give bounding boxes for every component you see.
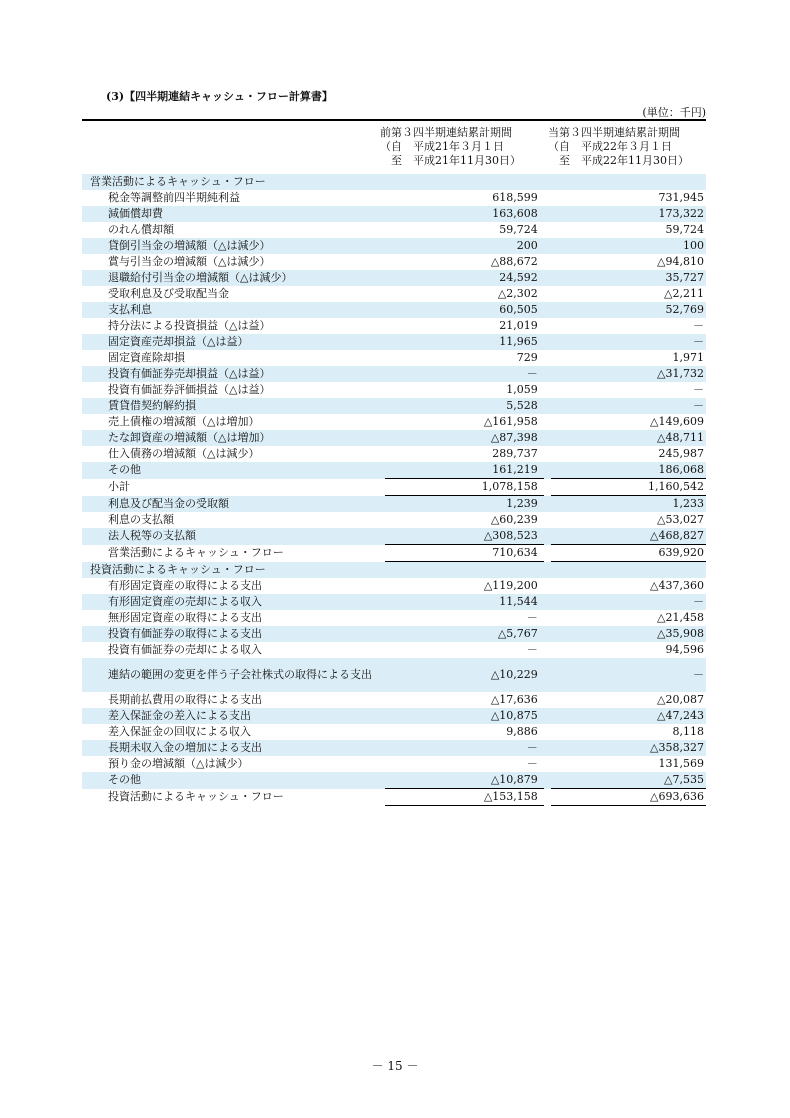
table-row xyxy=(82,578,706,594)
column-header-current-line3: 至 平成22年11月30日） xyxy=(548,154,689,167)
prior-period-value: △87,398 xyxy=(385,430,544,446)
prior-period-value: △153,158 xyxy=(385,789,544,806)
current-period-value: － xyxy=(693,319,704,332)
table-row xyxy=(82,206,706,222)
column-gap xyxy=(544,446,551,462)
table-row xyxy=(82,496,706,513)
row-label: 差入保証金の差入による支出 xyxy=(82,708,385,724)
current-period-value xyxy=(551,174,706,190)
row-label: その他 xyxy=(82,462,385,479)
prior-period-value: 60,505 xyxy=(385,302,544,318)
row-label: 長期前払費用の取得による支出 xyxy=(108,693,262,706)
prior-period-value: － xyxy=(526,611,538,624)
table-row xyxy=(82,724,706,740)
row-label: 投資有価証券の売却による収入 xyxy=(108,643,262,656)
current-period-value: 245,987 xyxy=(658,447,704,460)
column-gap xyxy=(544,528,551,545)
column-gap xyxy=(544,174,551,190)
table-row xyxy=(82,756,706,772)
column-header-prior-line1: 前第３四半期連結累計期間 xyxy=(380,126,512,139)
prior-period-value: △10,879 xyxy=(385,772,544,789)
cash-flow-table xyxy=(82,174,706,806)
row-label: 有形固定資産の取得による支出 xyxy=(108,579,262,592)
current-period-value: △2,211 xyxy=(664,287,704,300)
column-gap xyxy=(544,462,551,479)
column-gap xyxy=(544,302,551,318)
column-header-prior-period xyxy=(380,126,540,168)
column-gap xyxy=(544,270,551,286)
row-label: 法人税等の支払額 xyxy=(82,528,385,545)
column-gap xyxy=(544,190,551,206)
prior-period-value: △5,767 xyxy=(385,626,544,642)
current-period-value: △21,458 xyxy=(657,611,704,624)
current-period-value: △437,360 xyxy=(650,579,704,592)
prior-period-value: － xyxy=(385,740,544,756)
row-label: 投資有価証券売却損益（△は益） xyxy=(82,366,385,382)
row-label: 固定資産売却損益（△は益） xyxy=(82,334,385,350)
prior-period-value: △10,875 xyxy=(385,708,544,724)
current-period-value: 35,727 xyxy=(551,270,706,286)
current-period-value: 94,596 xyxy=(665,643,704,656)
current-period-value: △47,243 xyxy=(551,708,706,724)
table-row xyxy=(82,318,706,334)
prior-period-value: 618,599 xyxy=(492,191,538,204)
prior-period-value: △2,302 xyxy=(497,287,538,300)
row-label: 固定資産除却損 xyxy=(108,351,185,364)
row-label: 長期未収入金の増加による支出 xyxy=(82,740,385,756)
column-gap xyxy=(544,222,551,238)
column-gap xyxy=(544,414,551,430)
column-gap xyxy=(544,382,551,398)
current-period-value: △358,327 xyxy=(551,740,706,756)
row-label: 賃貸借契約解約損 xyxy=(82,398,385,414)
prior-period-value: △60,239 xyxy=(490,513,538,526)
table-row xyxy=(82,254,706,270)
column-gap xyxy=(544,479,551,496)
row-label: 仕入債務の増減額（△は減少） xyxy=(108,447,260,460)
column-gap xyxy=(544,238,551,254)
column-header-prior-line2: （自 平成21年３月１日 xyxy=(380,140,504,153)
column-header-current-period xyxy=(548,126,708,168)
row-label: のれん償却額 xyxy=(108,223,174,236)
column-gap xyxy=(544,594,551,610)
prior-period-value xyxy=(385,562,544,579)
table-row xyxy=(82,286,706,302)
table-row xyxy=(82,398,706,414)
current-period-value: △20,087 xyxy=(657,693,704,706)
column-gap xyxy=(544,740,551,756)
row-label: 受取利息及び受取配当金 xyxy=(108,287,229,300)
current-period-value: － xyxy=(551,658,706,692)
current-period-value: 59,724 xyxy=(665,223,704,236)
table-row xyxy=(82,708,706,724)
column-gap xyxy=(544,206,551,222)
column-header-prior-line3: 至 平成21年11月30日） xyxy=(380,154,521,167)
prior-period-value: △88,672 xyxy=(490,255,538,268)
prior-period-value: △119,200 xyxy=(483,579,538,592)
column-gap xyxy=(544,724,551,740)
section-header-row xyxy=(82,562,706,579)
row-label: その他 xyxy=(82,772,385,789)
column-header-current-line2: （自 平成22年３月１日 xyxy=(548,140,672,153)
current-period-value: 8,118 xyxy=(672,725,704,738)
unit-label: (単位：千円) xyxy=(642,106,706,119)
prior-period-value: 161,219 xyxy=(385,462,544,479)
current-period-value: △468,827 xyxy=(551,528,706,545)
prior-period-value: 1,239 xyxy=(385,496,544,513)
current-period-value: △94,810 xyxy=(657,255,704,268)
row-label: たな卸資産の増減額（△は増加） xyxy=(82,430,385,446)
row-label: 投資有価証券の取得による支出 xyxy=(82,626,385,642)
table-row xyxy=(82,512,706,528)
current-period-value: － xyxy=(551,398,706,414)
prior-period-value: － xyxy=(385,366,544,382)
table-row xyxy=(82,302,706,318)
table-row xyxy=(82,270,706,286)
table-row xyxy=(82,626,706,642)
table-row xyxy=(82,692,706,708)
table-row xyxy=(82,430,706,446)
prior-period-value: 11,965 xyxy=(385,334,544,350)
current-period-value: 173,322 xyxy=(551,206,706,222)
column-gap xyxy=(544,496,551,513)
current-period-value: － xyxy=(551,594,706,610)
table-row xyxy=(82,350,706,366)
column-gap xyxy=(544,658,551,692)
column-gap xyxy=(544,318,551,334)
column-gap xyxy=(544,398,551,414)
column-gap xyxy=(544,756,551,772)
prior-period-value: － xyxy=(526,643,538,656)
column-gap xyxy=(544,708,551,724)
prior-period-value: 1,059 xyxy=(506,383,538,396)
row-label: 連結の範囲の変更を伴う子会社株式の取得による支出 xyxy=(82,658,385,692)
prior-period-value: 163,608 xyxy=(385,206,544,222)
page-number: － 15 － xyxy=(371,1059,419,1073)
cash-flow-table-body xyxy=(82,174,706,806)
column-gap xyxy=(544,692,551,708)
column-header-current-line1: 当第３四半期連結累計期間 xyxy=(548,126,680,139)
column-gap xyxy=(544,562,551,579)
column-gap xyxy=(544,578,551,594)
table-row xyxy=(82,610,706,626)
prior-period-value: 9,886 xyxy=(506,725,538,738)
table-row xyxy=(82,658,706,692)
current-period-value: △48,711 xyxy=(551,430,706,446)
row-label: 支払利息 xyxy=(82,302,385,318)
current-period-value: 52,769 xyxy=(551,302,706,318)
row-label: 賞与引当金の増減額（△は減少） xyxy=(108,255,271,268)
row-label: 利息の支払額 xyxy=(108,513,174,526)
current-period-value: △53,027 xyxy=(657,513,704,526)
current-period-value xyxy=(551,562,706,579)
column-gap xyxy=(544,545,551,562)
row-label: 小計 xyxy=(108,480,130,493)
row-label: 投資有価証券評価損益（△は益） xyxy=(108,383,271,396)
current-period-value: 1,971 xyxy=(672,351,704,364)
current-period-value: 639,920 xyxy=(551,545,706,562)
prior-period-value: 289,737 xyxy=(492,447,538,460)
table-row xyxy=(82,382,706,398)
prior-period-value xyxy=(385,174,544,190)
table-row xyxy=(82,772,706,789)
row-label: 税金等調整前四半期純利益 xyxy=(108,191,240,204)
column-gap xyxy=(544,626,551,642)
column-gap xyxy=(544,350,551,366)
row-label: 投資活動によるキャッシュ・フロー xyxy=(82,562,385,579)
table-row xyxy=(82,740,706,756)
table-row xyxy=(82,545,706,562)
row-label: 無形固定資産の取得による支出 xyxy=(108,611,262,624)
table-row xyxy=(82,190,706,206)
row-label: 利息及び配当金の受取額 xyxy=(82,496,385,513)
prior-period-value: 5,528 xyxy=(385,398,544,414)
current-period-value: △35,908 xyxy=(551,626,706,642)
row-label: 退職給付引当金の増減額（△は減少） xyxy=(82,270,385,286)
prior-period-value: △308,523 xyxy=(385,528,544,545)
section-header-row xyxy=(82,174,706,190)
table-row xyxy=(82,789,706,806)
row-label: 持分法による投資損益（△は益） xyxy=(108,319,271,332)
column-gap xyxy=(544,366,551,382)
row-label: 差入保証金の回収による収入 xyxy=(108,725,251,738)
row-label: 投資活動によるキャッシュ・フロー xyxy=(108,790,284,803)
current-period-value: 1,233 xyxy=(551,496,706,513)
row-label: 預り金の増減額（△は減少） xyxy=(108,757,249,770)
column-gap xyxy=(544,642,551,658)
table-row xyxy=(82,334,706,350)
row-label: 売上債権の増減額（△は増加） xyxy=(108,415,260,428)
prior-period-value: － xyxy=(526,757,538,770)
row-label: 有形固定資産の売却による収入 xyxy=(82,594,385,610)
table-row xyxy=(82,414,706,430)
prior-period-value: 200 xyxy=(385,238,544,254)
current-period-value: 100 xyxy=(551,238,706,254)
column-gap xyxy=(544,254,551,270)
prior-period-value: 11,544 xyxy=(385,594,544,610)
prior-period-value: △10,229 xyxy=(385,658,544,692)
column-gap xyxy=(544,512,551,528)
table-row xyxy=(82,238,706,254)
table-row xyxy=(82,642,706,658)
current-period-value: 731,945 xyxy=(658,191,704,204)
current-period-value: △31,732 xyxy=(551,366,706,382)
statement-title: (3)【四半期連結キャッシュ・フロー計算書】 xyxy=(106,90,333,103)
prior-period-value: 1,078,158 xyxy=(385,479,544,496)
prior-period-value: 710,634 xyxy=(385,545,544,562)
table-row xyxy=(82,366,706,382)
prior-period-value: △17,636 xyxy=(490,693,538,706)
column-gap xyxy=(544,610,551,626)
column-gap xyxy=(544,286,551,302)
prior-period-value: 24,592 xyxy=(385,270,544,286)
table-row xyxy=(82,594,706,610)
current-period-value: 186,068 xyxy=(551,462,706,479)
current-period-value: 1,160,542 xyxy=(551,479,706,496)
current-period-value: △149,609 xyxy=(650,415,704,428)
current-period-value: 131,569 xyxy=(658,757,704,770)
prior-period-value: 21,019 xyxy=(499,319,538,332)
table-row xyxy=(82,462,706,479)
prior-period-value: 729 xyxy=(516,351,538,364)
table-row xyxy=(82,446,706,462)
row-label: 営業活動によるキャッシュ・フロー xyxy=(108,546,284,559)
column-gap xyxy=(544,789,551,806)
column-gap xyxy=(544,772,551,789)
current-period-value: △7,535 xyxy=(551,772,706,789)
column-header xyxy=(82,119,706,173)
table-row xyxy=(82,222,706,238)
table-row xyxy=(82,528,706,545)
current-period-value: △693,636 xyxy=(551,789,706,806)
column-gap xyxy=(544,430,551,446)
current-period-value: － xyxy=(693,383,704,396)
row-label: 減価償却費 xyxy=(82,206,385,222)
column-gap xyxy=(544,334,551,350)
prior-period-value: △161,958 xyxy=(483,415,538,428)
row-label: 営業活動によるキャッシュ・フロー xyxy=(82,174,385,190)
row-label: 貸倒引当金の増減額（△は減少） xyxy=(82,238,385,254)
current-period-value: － xyxy=(551,334,706,350)
table-row xyxy=(82,479,706,496)
prior-period-value: 59,724 xyxy=(499,223,538,236)
